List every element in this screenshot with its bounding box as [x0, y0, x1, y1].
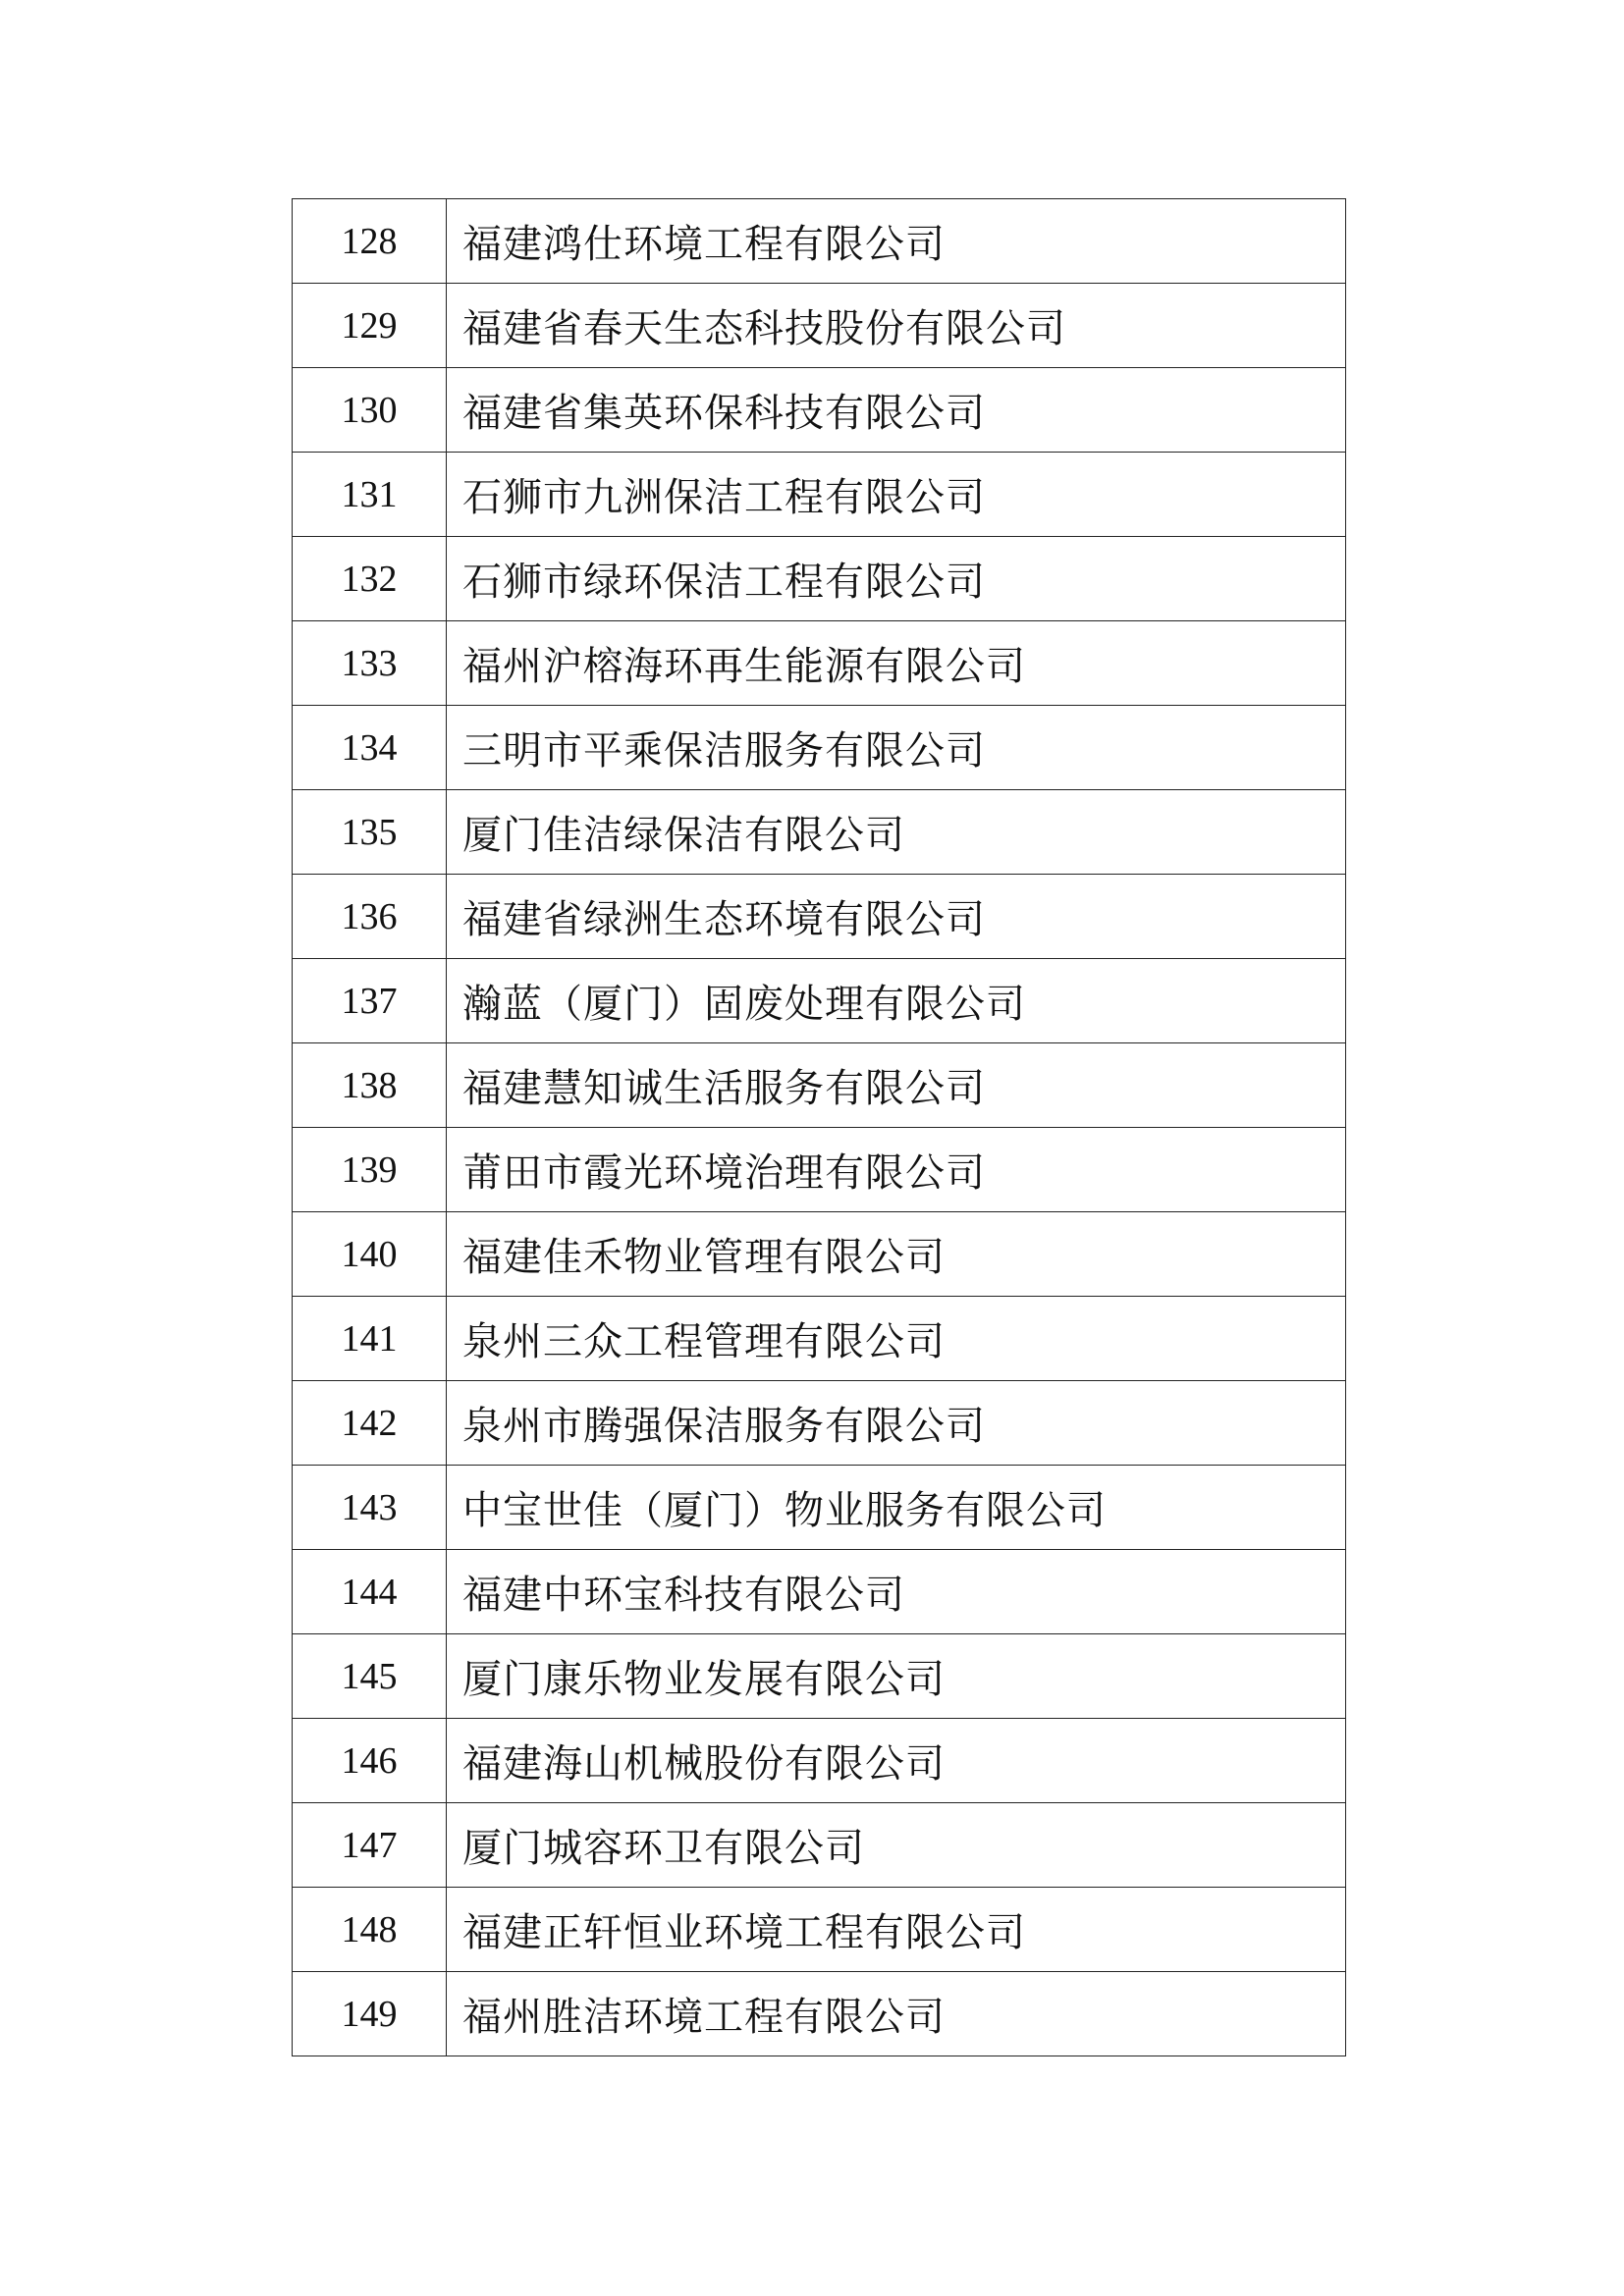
table-row: [293, 790, 1346, 875]
company-list-body: [293, 199, 1346, 2056]
table-row: [293, 368, 1346, 453]
company-name: 福建中环宝科技有限公司: [447, 1550, 1346, 1634]
row-number: 148: [293, 1888, 447, 1972]
company-name: 福建省春天生态科技股份有限公司: [447, 284, 1346, 368]
table-row: [293, 621, 1346, 706]
table-row: [293, 1550, 1346, 1634]
table-row: [293, 284, 1346, 368]
table-row: [293, 1466, 1346, 1550]
company-list-table: [292, 198, 1346, 2056]
company-name: 石狮市九洲保洁工程有限公司: [447, 453, 1346, 537]
row-number: 131: [293, 453, 447, 537]
table-row: [293, 453, 1346, 537]
row-number: 136: [293, 875, 447, 959]
company-name: 莆田市霞光环境治理有限公司: [447, 1128, 1346, 1212]
company-name: 福建佳禾物业管理有限公司: [447, 1212, 1346, 1297]
table-row: [293, 537, 1346, 621]
row-number: 145: [293, 1634, 447, 1719]
company-name: 福建省绿洲生态环境有限公司: [447, 875, 1346, 959]
company-name: 中宝世佳（厦门）物业服务有限公司: [447, 1466, 1346, 1550]
table-row: [293, 1972, 1346, 2056]
table-row: [293, 1043, 1346, 1128]
table-row: [293, 959, 1346, 1043]
row-number: 141: [293, 1297, 447, 1381]
company-name: 福建鸿仕环境工程有限公司: [447, 199, 1346, 284]
company-name: 福建海山机械股份有限公司: [447, 1719, 1346, 1803]
table-row: [293, 1719, 1346, 1803]
table-row: [293, 1634, 1346, 1719]
company-name: 石狮市绿环保洁工程有限公司: [447, 537, 1346, 621]
table-row: [293, 1128, 1346, 1212]
table-row: [293, 1297, 1346, 1381]
row-number: 133: [293, 621, 447, 706]
company-name: 福州胜洁环境工程有限公司: [447, 1972, 1346, 2056]
company-name: 福建正轩恒业环境工程有限公司: [447, 1888, 1346, 1972]
table-row: [293, 199, 1346, 284]
company-name: 泉州三众工程管理有限公司: [447, 1297, 1346, 1381]
company-name: 泉州市腾强保洁服务有限公司: [447, 1381, 1346, 1466]
row-number: 147: [293, 1803, 447, 1888]
table-row: [293, 1212, 1346, 1297]
table-row: [293, 706, 1346, 790]
table-row: [293, 1803, 1346, 1888]
row-number: 137: [293, 959, 447, 1043]
table-row: [293, 1888, 1346, 1972]
row-number: 143: [293, 1466, 447, 1550]
row-number: 139: [293, 1128, 447, 1212]
row-number: 144: [293, 1550, 447, 1634]
row-number: 138: [293, 1043, 447, 1128]
company-name: 福建慧知诚生活服务有限公司: [447, 1043, 1346, 1128]
company-name: 厦门康乐物业发展有限公司: [447, 1634, 1346, 1719]
row-number: 149: [293, 1972, 447, 2056]
table-row: [293, 1381, 1346, 1466]
row-number: 135: [293, 790, 447, 875]
table-row: [293, 875, 1346, 959]
company-name: 福建省集英环保科技有限公司: [447, 368, 1346, 453]
row-number: 132: [293, 537, 447, 621]
row-number: 146: [293, 1719, 447, 1803]
company-name: 厦门佳洁绿保洁有限公司: [447, 790, 1346, 875]
company-name: 瀚蓝（厦门）固废处理有限公司: [447, 959, 1346, 1043]
row-number: 140: [293, 1212, 447, 1297]
company-name: 福州沪榕海环再生能源有限公司: [447, 621, 1346, 706]
row-number: 134: [293, 706, 447, 790]
company-name: 厦门城容环卫有限公司: [447, 1803, 1346, 1888]
row-number: 129: [293, 284, 447, 368]
row-number: 142: [293, 1381, 447, 1466]
company-name: 三明市平乘保洁服务有限公司: [447, 706, 1346, 790]
row-number: 128: [293, 199, 447, 284]
row-number: 130: [293, 368, 447, 453]
